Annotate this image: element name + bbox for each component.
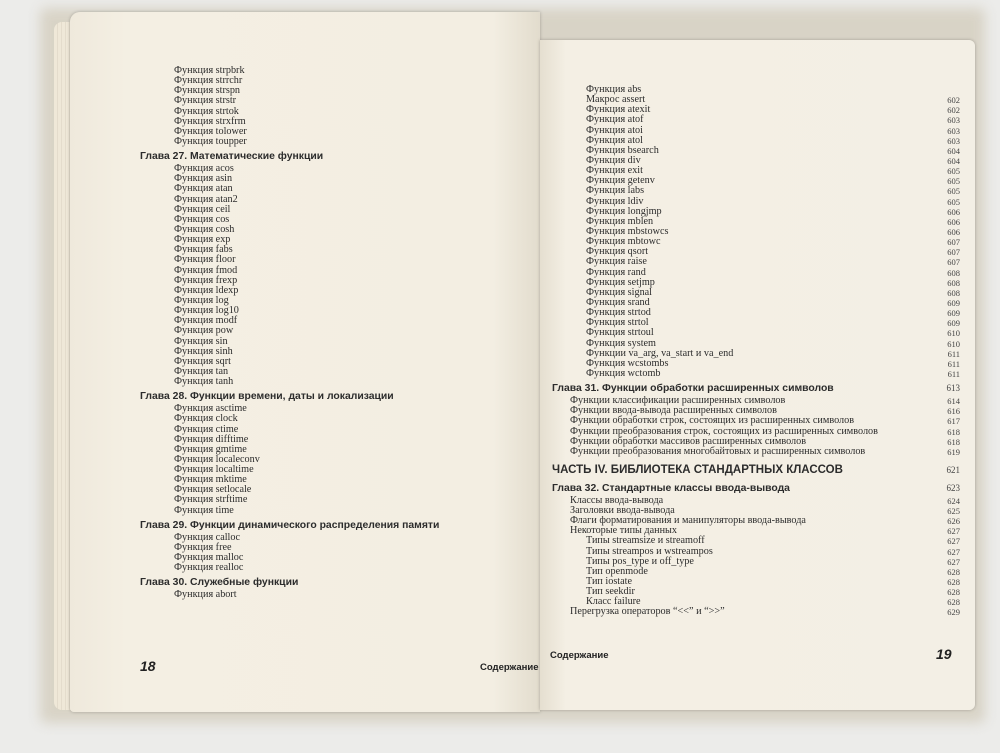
toc-entry-title: Функция modf — [174, 315, 238, 327]
toc-entry-page: 621 — [946, 464, 960, 475]
toc-entry-title: Функция atexit — [586, 104, 651, 116]
toc-entry-title: Глава 27. Математические функции — [140, 151, 324, 163]
toc-entry-title: Функция log — [174, 294, 229, 306]
toc-entry-title: Тип seekdir — [586, 586, 635, 598]
toc-entry-title: Функция strtok — [174, 105, 239, 117]
toc-entry — [140, 326, 540, 336]
toc-entry-title: Функция signal — [586, 286, 653, 298]
toc-entry-title: Функция exp — [174, 234, 231, 246]
toc-entry-page: 610 — [947, 328, 960, 339]
toc-entry — [140, 590, 540, 600]
toc-entry-title: Глава 32. Стандартные классы ввода-вывода — [552, 482, 790, 494]
toc-entry-title: Функция abs — [586, 84, 642, 95]
toc-entry — [140, 377, 540, 387]
toc-entry-title: Функция qsort — [586, 246, 649, 258]
toc-entry-page: 629 — [947, 607, 960, 618]
toc-entry-title: Функция ctime — [174, 423, 239, 435]
toc-entry-title: Глава 29. Функции динамического распределения памяти — [140, 519, 440, 531]
toc-chapter — [552, 381, 960, 396]
toc-entry — [140, 255, 540, 265]
left-page-number: 18 — [140, 658, 156, 674]
toc-entry-page: 603 — [947, 135, 960, 146]
toc-entry-title: Функция wcstombs — [586, 357, 669, 369]
toc-entry-page: 625 — [947, 506, 960, 517]
toc-entry-title: Глава 28. Функции времени, даты и локализации — [140, 391, 394, 403]
toc-entry-page: 604 — [947, 155, 960, 166]
toc-entry-title: Функция ceil — [174, 203, 231, 215]
toc-entry-title: Функция cosh — [174, 223, 235, 235]
toc-entry-title: Типы pos_type и off_type — [586, 555, 694, 567]
toc-entry-page: 624 — [947, 495, 960, 506]
toc-entry-title: Функция difftime — [174, 433, 249, 445]
toc-entry-page: 606 — [947, 226, 960, 237]
toc-entry-title: Класс failure — [586, 596, 641, 608]
toc-entry-page: 605 — [947, 166, 960, 177]
toc-entry — [552, 369, 960, 379]
toc-entry-page: 607 — [947, 257, 960, 268]
toc-entry — [552, 257, 960, 267]
toc-entry-title: Типы streamsize и streamoff — [586, 535, 705, 547]
toc-entry-title: Функция asin — [174, 173, 233, 185]
toc-entry-page: 611 — [947, 358, 960, 369]
toc-entry-page: 603 — [947, 115, 960, 126]
toc-entry-title: Функция mktime — [174, 474, 247, 486]
toc-entry-title: Функция atan2 — [174, 193, 238, 205]
toc-entry-title: Функция clock — [174, 413, 238, 425]
toc-entry-title: Функция ldiv — [586, 195, 644, 207]
toc-entry-title: Функции классификации расширенных символов — [570, 395, 786, 407]
toc-entry-title: Классы ввода-вывода — [570, 494, 664, 506]
toc-entry-page: 608 — [947, 267, 960, 278]
toc-entry-title: Функция strtol — [586, 317, 649, 329]
toc-entry-title: Функция tan — [174, 365, 229, 377]
toc-entry-title: Функция setlocale — [174, 484, 252, 496]
toc-entry-title: Функция strxfrm — [174, 115, 246, 127]
toc-entry-title: Функция sqrt — [174, 355, 231, 367]
toc-entry-title: Функция strpbrk — [174, 65, 245, 76]
toc-entry-page: 608 — [947, 277, 960, 288]
toc-entry-title: Функция mbtowc — [586, 236, 661, 248]
toc-entry-title: Функция wctomb — [586, 367, 661, 379]
toc-entry-title: Функция acos — [174, 163, 234, 175]
toc-entry-title: Функция getenv — [586, 175, 655, 187]
toc-entry-title: Функция bsearch — [586, 144, 659, 156]
toc-entry-title: Функция raise — [586, 256, 647, 268]
toc-chapter — [140, 575, 540, 590]
toc-entry-title: Функция gmtime — [174, 443, 247, 455]
toc-entry-page: 628 — [947, 566, 960, 577]
toc-chapter — [140, 389, 540, 404]
toc-entry-title: Функции обработки строк, состоящих из расширенных символов — [570, 415, 855, 427]
toc-entry-title: Заголовки ввода-вывода — [570, 505, 675, 517]
left-page — [70, 12, 540, 712]
toc-entry — [552, 447, 960, 457]
right-page — [540, 40, 975, 710]
left-toc-list — [140, 66, 540, 600]
toc-entry-page: 617 — [947, 416, 960, 427]
toc-entry-page: 609 — [947, 318, 960, 329]
toc-entry-title: Функция realloc — [174, 562, 244, 574]
toc-entry-title: Функции обработки массивов расширенных символов — [570, 435, 807, 447]
toc-entry-title: Глава 31. Функции обработки расширенных символов — [552, 383, 834, 395]
toc-entry-title: Функция srand — [586, 296, 650, 308]
toc-entry-title: Функция pow — [174, 325, 234, 337]
toc-entry-page: 605 — [947, 176, 960, 187]
toc-entry-page: 627 — [947, 526, 960, 537]
toc-entry-page: 627 — [947, 546, 960, 557]
toc-entry-page: 623 — [946, 482, 960, 493]
toc-entry-page: 609 — [947, 297, 960, 308]
toc-entry-title: Функция atoi — [586, 124, 643, 136]
toc-entry-title: Тип iostate — [586, 576, 633, 588]
toc-entry-title: Функция rand — [586, 266, 646, 278]
toc-entry-title: Функция labs — [586, 185, 645, 197]
right-toc-list — [552, 85, 960, 618]
toc-entry-page: 605 — [947, 186, 960, 197]
toc-entry-page: 607 — [947, 247, 960, 258]
toc-entry-title: Функции преобразования строк, состоящих из расширенных символов — [570, 425, 878, 437]
toc-entry-title: Функция log10 — [174, 305, 239, 317]
toc-entry-title: Функция mbstowcs — [586, 225, 669, 237]
toc-entry-title: Функция atof — [586, 114, 644, 126]
toc-entry-page: 611 — [947, 368, 960, 379]
toc-entry-title: Функция frexp — [174, 274, 238, 286]
toc-entry — [140, 414, 540, 424]
toc-entry-title: Функция localeconv — [174, 453, 260, 465]
toc-entry — [552, 328, 960, 338]
toc-entry-title: Функция setjmp — [586, 276, 655, 288]
toc-entry-title: Функция fmod — [174, 264, 238, 276]
toc-entry-title: Функции va_arg, va_start и va_end — [586, 347, 734, 359]
toc-entry-title: Функция abort — [174, 589, 237, 601]
toc-entry-page: 610 — [947, 338, 960, 349]
toc-entry-page: 603 — [947, 125, 960, 136]
toc-entry-page: 628 — [947, 587, 960, 598]
toc-entry-page: 628 — [947, 577, 960, 588]
toc-chapter — [140, 518, 540, 533]
toc-entry-page: 613 — [946, 383, 960, 394]
toc-entry-title: Функция tolower — [174, 125, 247, 137]
toc-entry-title: Типы streampos и wstreampos — [586, 545, 713, 557]
toc-entry-title: Тип openmode — [586, 565, 648, 577]
toc-entry-title: Функции преобразования многобайтовых и расширенных символов — [570, 445, 866, 457]
toc-part — [552, 461, 960, 479]
toc-entry — [140, 563, 540, 573]
toc-chapter — [140, 149, 540, 164]
toc-entry-title: Функция ldexp — [174, 284, 239, 296]
toc-entry-title: Функция malloc — [174, 552, 244, 564]
toc-entry-title: Некоторые типы данных — [570, 525, 677, 537]
toc-entry-title: Функция exit — [586, 165, 643, 177]
toc-entry — [552, 416, 960, 426]
toc-entry-title: Функция time — [174, 504, 234, 516]
toc-entry-title: Функция mblen — [586, 215, 654, 227]
toc-entry-title: Функция strftime — [174, 494, 248, 506]
toc-entry-title: Функция strtod — [586, 307, 651, 319]
toc-entry-page: 604 — [947, 145, 960, 156]
toc-entry-page: 618 — [947, 436, 960, 447]
toc-entry-page: 611 — [947, 348, 960, 359]
toc-entry-title: Функция strrchr — [174, 75, 243, 87]
right-page-number: 19 — [936, 646, 952, 662]
right-running-head: Содержание — [550, 650, 609, 661]
toc-entry-page: 627 — [947, 556, 960, 567]
toc-entry-title: Функция div — [586, 154, 641, 166]
toc-entry-page: 619 — [947, 446, 960, 457]
toc-entry-page: 607 — [947, 237, 960, 248]
toc-entry-page: 628 — [947, 597, 960, 608]
toc-entry-title: Флаги форматирования и манипуляторы ввода-вывода — [570, 515, 806, 527]
toc-entry-title: Функция strstr — [174, 95, 237, 107]
toc-entry-page: 602 — [947, 95, 960, 106]
toc-entry-title: Функция strspn — [174, 85, 241, 97]
toc-entry — [552, 607, 960, 617]
toc-entry-page: 616 — [947, 406, 960, 417]
toc-entry-title: Функция cos — [174, 213, 230, 225]
toc-entry-page: 606 — [947, 216, 960, 227]
toc-entry — [140, 137, 540, 147]
toc-entry-title: Функция sinh — [174, 345, 233, 357]
toc-chapter — [552, 481, 960, 496]
toc-entry-title: ЧАСТЬ IV. БИБЛИОТЕКА СТАНДАРТНЫХ КЛАССОВ — [552, 463, 843, 476]
toc-entry-title: Функция atol — [586, 134, 643, 146]
toc-entry-title: Функция asctime — [174, 403, 247, 415]
left-running-head: Содержание — [480, 662, 539, 673]
toc-entry-title: Глава 30. Служебные функции — [140, 577, 299, 589]
toc-entry-page: 627 — [947, 536, 960, 547]
toc-entry-page: 602 — [947, 105, 960, 116]
toc-entry-title: Функция atan — [174, 183, 233, 195]
toc-entry-title: Функция system — [586, 337, 656, 349]
toc-entry-title: Функции ввода-вывода расширенных символов — [570, 405, 777, 417]
toc-entry-title: Функция free — [174, 541, 232, 553]
toc-entry-title: Макрос assert — [586, 94, 646, 106]
toc-entry-title: Функция floor — [174, 254, 236, 266]
toc-entry-page: 626 — [947, 516, 960, 527]
toc-entry-page: 609 — [947, 308, 960, 319]
toc-entry-title: Функция localtime — [174, 464, 254, 476]
toc-entry-title: Функция strtoul — [586, 327, 654, 339]
toc-entry-title: Перегрузка операторов “<<” и “>>” — [570, 606, 725, 618]
toc-entry-title: Функция toupper — [174, 135, 247, 147]
toc-entry-page: 605 — [947, 196, 960, 207]
toc-entry-title: Функция sin — [174, 335, 228, 347]
toc-entry-page: 606 — [947, 206, 960, 217]
toc-entry-title: Функция tanh — [174, 376, 234, 388]
toc-entry — [140, 506, 540, 516]
toc-entry-title: Функция calloc — [174, 531, 240, 543]
toc-entry-title: Функция fabs — [174, 244, 233, 256]
toc-entry-page: 614 — [947, 396, 960, 407]
toc-entry-page: 618 — [947, 426, 960, 437]
toc-entry-title: Функция longjmp — [586, 205, 662, 217]
toc-entry-page: 608 — [947, 287, 960, 298]
